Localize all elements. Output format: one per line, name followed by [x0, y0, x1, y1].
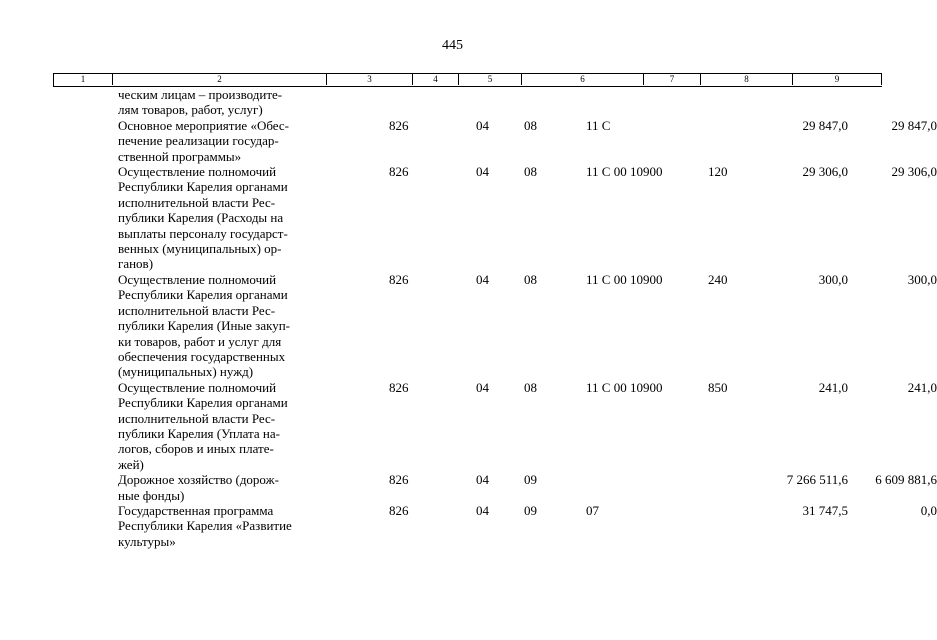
- header-cell-8: 8: [701, 74, 793, 85]
- row-col3: 826: [389, 502, 409, 518]
- row-col6: 11 С 00 10900: [586, 164, 663, 180]
- row-col6: 07: [586, 502, 599, 518]
- row-col4: 04: [476, 502, 489, 518]
- row-col5: 08: [524, 379, 537, 395]
- table-row: [53, 380, 937, 472]
- row-col6: 11 С: [586, 117, 611, 133]
- row-col5: [524, 87, 586, 118]
- row-col6: [586, 87, 708, 118]
- row-name: Осуществление полномочий Республики Карелия органами исполнительной власти Рес- публики Карелия (Уплата на- логов, сборов и иных плате- жей): [118, 379, 288, 472]
- row-col7: 850: [708, 379, 728, 395]
- table-row: [53, 118, 937, 164]
- table-header-row: [53, 73, 882, 87]
- row-col5: 09: [524, 472, 537, 488]
- row-col9: 0,0: [920, 502, 937, 518]
- row-name: Дорожное хозяйство (дорож- ные фонды): [118, 472, 279, 503]
- header-cell-1: 1: [54, 74, 113, 85]
- row-col4: [476, 87, 524, 118]
- row-col8: 7 266 511,6: [786, 472, 848, 488]
- row-col3: 826: [389, 117, 409, 133]
- row-col3: [389, 87, 476, 118]
- row-col5: 09: [524, 502, 537, 518]
- row-col4: 04: [476, 271, 489, 287]
- row-col3: 826: [389, 472, 409, 488]
- row-col3: 826: [389, 379, 409, 395]
- row-col6: 11 С 00 10900: [586, 379, 663, 395]
- page-number: 445: [442, 38, 463, 53]
- row-name: Основное мероприятие «Обес- печение реализации государ- ственной программы»: [118, 117, 289, 164]
- row-col7: [708, 503, 763, 549]
- table-row: [53, 503, 937, 549]
- row-col8: 29 847,0: [802, 117, 848, 133]
- header-cell-3: 3: [327, 74, 413, 85]
- row-col5: 08: [524, 117, 537, 133]
- row-col8: 300,0: [818, 271, 848, 287]
- row-name: Осуществление полномочий Республики Карелия органами исполнительной власти Рес- публики Карелия (Иные закуп- ки товаров, работ и услуг для обеспечения государственных (муниципальных) нужд): [118, 271, 291, 380]
- row-col3: 826: [389, 271, 409, 287]
- row-col7: 120: [708, 164, 728, 180]
- row-col5: 08: [524, 164, 537, 180]
- table-body: [53, 87, 937, 549]
- row-name: Осуществление полномочий Республики Карелия органами исполнительной власти Рес- публики Карелия (Расходы на выплаты персоналу государст- венных (муниципальных) ор- ганов): [118, 164, 288, 272]
- row-col4: 04: [476, 379, 489, 395]
- row-col7: [708, 472, 763, 503]
- row-col4: 04: [476, 117, 489, 133]
- header-cell-9: 9: [793, 74, 882, 85]
- row-name: Государственная программа Республики Карелия «Развитие культуры»: [118, 502, 292, 549]
- row-name: ческим лицам – производите- лям товаров, работ, услуг): [118, 87, 283, 118]
- table-row: [53, 87, 937, 118]
- row-col9: 241,0: [907, 379, 937, 395]
- row-col8: 241,0: [818, 379, 848, 395]
- row-col9: 29 847,0: [891, 117, 937, 133]
- row-col9: 29 306,0: [891, 164, 937, 180]
- header-cell-7: 7: [644, 74, 701, 85]
- row-col8: 31 747,5: [802, 502, 848, 518]
- header-cell-6: 6: [522, 74, 644, 85]
- row-col6: [586, 472, 708, 503]
- row-col7: [708, 87, 763, 118]
- header-cell-4: 4: [413, 74, 459, 85]
- header-cell-5: 5: [459, 74, 522, 85]
- row-col7: 240: [708, 271, 728, 287]
- row-col9: [848, 87, 937, 118]
- row-col4: 04: [476, 164, 489, 180]
- table-row: [53, 472, 937, 503]
- header-cell-2: 2: [113, 74, 327, 85]
- row-col8: 29 306,0: [802, 164, 848, 180]
- table-row: [53, 272, 937, 380]
- row-col9: 6 609 881,6: [875, 472, 937, 488]
- row-col5: 08: [524, 271, 537, 287]
- row-col6: 11 С 00 10900: [586, 271, 663, 287]
- row-col4: 04: [476, 472, 489, 488]
- table-row: [53, 164, 937, 272]
- row-col7: [708, 118, 763, 164]
- row-col3: 826: [389, 164, 409, 180]
- row-col9: 300,0: [907, 271, 937, 287]
- row-col8: [763, 87, 848, 118]
